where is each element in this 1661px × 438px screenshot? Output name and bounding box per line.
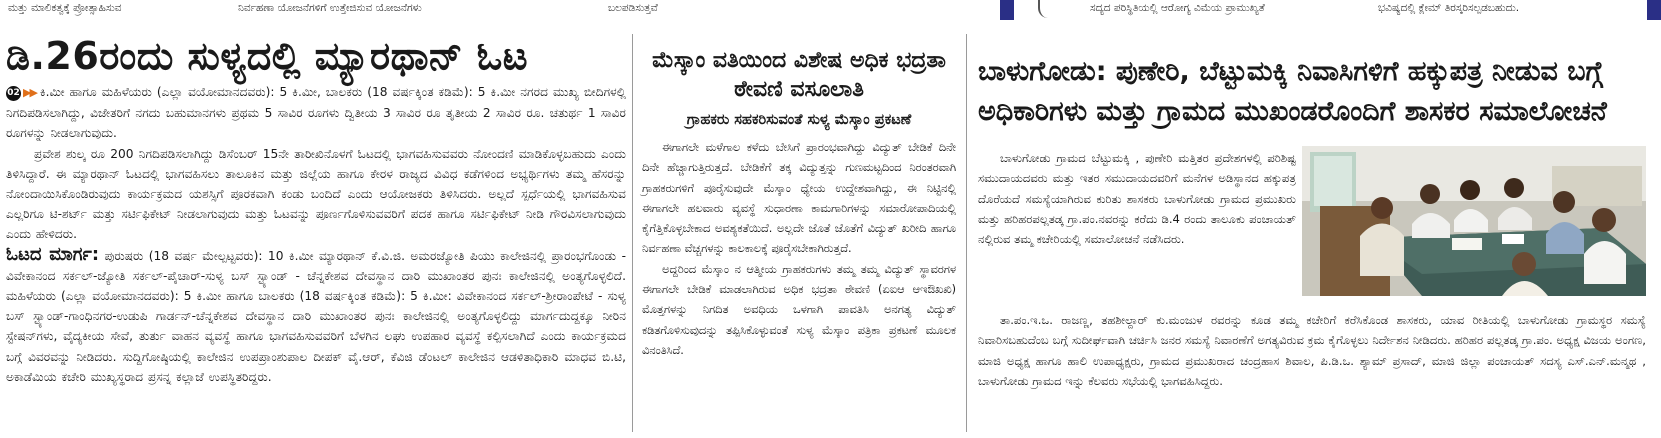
article-balugodu-column — [978, 148, 1296, 249]
article-marathon-para-1-text: ಕಿ.ಮೀ ಹಾಗೂ ಮಹಿಳೆಯರು (ಎಲ್ಲಾ ವಯೋಮಾನದವರು): 5 ಕಿ.ಮೀ, ಬಾಲಕರು (18 ವರ್ಷಕ್ಕಿಂತ ಕಡಿಮೆ): 5 ಕಿ.ಮೀ ನಗರದ ಮುಖ್ಯ ಬೀದಿಗಳಲ್ಲಿ ನಿಗದಿಪಡಿಸಲಾಗಿದ್ದು, ವಿಜೇತರಿಗೆ ನಗದು ಬಹುಮಾನಗಳು ಪ್ರಥಮ 5 ಸಾವಿರ ರೂಗಳು ದ್ವಿತೀಯ 3 ಸಾವಿರ ರೂ ತೃತೀಯ 2 ಸಾವಿರ ರೂ. ಚತುರ್ಥ 1 ಸಾವಿರ ರೂಗಳನ್ನು ನೀಡಲಾಗುವುದು. — [6, 85, 626, 141]
edition-number-badge: 02 — [6, 86, 21, 101]
strip-text-center: ಬಲಪಡಿಸುತ್ತವೆ — [608, 2, 658, 14]
article-mescom — [642, 46, 956, 361]
article-mescom-body — [642, 138, 956, 361]
article-balugodu-para-1: ಬಾಳುಗೋಡು ಗ್ರಾಮದ ಬೆಟ್ಟುಮಕ್ಕಿ , ಪುಣೇರಿ ಮತ್ತಿತರ ಪ್ರದೇಶಗಳಲ್ಲಿ ಪರಿಶಿಷ್ಟ ಸಮುದಾಯದವರು ಮತ್ತು ಇತರ ಸಮುದಾಯದವರಿಗೆ ಮನೆಗಳ ಅಡಿಸ್ಥಾನದ ಹಕ್ಕುಪತ್ರ ದೊರೆಯದೆ ಸಮಸ್ಯೆಯಾಗಿರುವ ಕುರಿತು ಶಾಸಕರು ಬಾಳುಗೋಡು ಗ್ರಾಮದ ಪ್ರಮುಖರು ಮತ್ತು ಹರಿಹರಪಲ್ಲತಡ್ಕ ಗ್ರಾ.ಪಂ.ನವರನ್ನು ಕರೆದು ಡಿ.4 ರಂದು ತಾಲೂಕು ಪಂಚಾಯತ್ ನಲ್ಲಿರುವ ತಮ್ಮ ಕಚೇರಿಯಲ್ಲಿ ಸಮಾಲೋಚನೆ ನಡೆಸಿದರು. — [978, 151, 1296, 247]
article-balugodu-para-2: ತಾ.ಪಂ.ಇ.ಒ. ರಾಜಣ್ಣ, ತಹಶೀಲ್ದಾರ್ ಕು.ಮಂಜುಳ ರವರನ್ನು ಕೂಡ ತಮ್ಮ ಕಚೇರಿಗೆ ಕರೆಸಿಕೊಂಡ ಶಾಸಕರು, ಯಾವ ರೀತಿಯಲ್ಲಿ ಬಾಳುಗೋಡು ಗ್ರಾಮಸ್ಥರ ಸಮಸ್ಯೆ ನಿವಾರಿಸಬಹುದೆಂಬ ಬಗ್ಗೆ ಸುದೀರ್ಘವಾಗಿ ಚರ್ಚಿಸಿ ಜನರ ಸಮಸ್ಯೆ ನಿವಾರಣೆಗೆ ಅಗತ್ಯವಿರುವ ಕ್ರಮ ಕೈಗೊಳ್ಳಲು ನಿರ್ದೇಶನ ನೀಡಿದರು. ಹರಿಹರ ಪಲ್ಲತಡ್ಕ ಗ್ರಾ.ಪಂ. ಅಧ್ಯಕ್ಷ ವಿಜಯ ಅಂಗಣ, ಮಾಜಿ ಅಧ್ಯಕ್ಷ ಹಾಗೂ ಹಾಲಿ ಉಪಾಧ್ಯಕ್ಷರು, ಗ್ರಾಮದ ಪ್ರಮುಖರಾದ ಚಂದ್ರಹಾಸ ಶಿವಾಲ, ಪಿ.ಡಿ.ಒ. ಶ್ಯಾಮ್ ಪ್ರಸಾದ್, ಮಾಜಿ ಜಿಲ್ಲಾ ಪಂಚಾಯತ್ ಸದಸ್ಯ ಎಸ್.ಎನ್.ಮನ್ಮಥ , ಬಾಳುಗೋಡು ಗ್ರಾಮದ ಇನ್ನು ಕೆಲವರು ಸಭೆಯಲ್ಲಿ ಭಾಗವಹಿಸಿದ್ದರು. — [978, 313, 1646, 388]
article-marathon-headline: ಡಿ.26ರಂದು ಸುಳ್ಯದಲ್ಲಿ ಮ್ಯಾರಥಾನ್ ಓಟ — [6, 34, 529, 78]
article-marathon-para-2: ಪ್ರವೇಶ ಶುಲ್ಕ ರೂ 200 ನಿಗದಿಪಡಿಸಲಾಗಿದ್ದು ಡಿಸೆಂಬರ್ 15ನೇ ತಾರೀಖಿನೊಳಗೆ ಓಟದಲ್ಲಿ ಭಾಗವಹಿಸುವವರು ನೋಂದಣಿ ಮಾಡಿಕೊಳ್ಳಬಹುದು ಎಂದು ತಿಳಿಸಿದ್ದಾರೆ. ಈ ಮ್ಯಾರಥಾನ್ ಓಟದಲ್ಲಿ ಭಾಗವಹಿಸಲು ತಾಲೂಕಿನ ಮತ್ತು ಜಿಲ್ಲೆಯ ಹಾಗೂ ಕೇರಳ ರಾಜ್ಯದ ವಿವಿಧ ಕಡೆಗಳಿಂದ ಅಭ್ಯರ್ಥಿಗಳು ತಮ್ಮ ಹೆಸರನ್ನು ನೋಂದಾಯಿಸಿಕೊಂಡಿರುವುದು ಕಾರ್ಯಕ್ರಮದ ಯಶಸ್ಸಿಗೆ ಪೂರಕವಾಗಿ ಕಂಡು ಬಂದಿದೆ ಎಂದು ಆಯೋಜಕರು ತಿಳಿಸಿದರು. ಅಲ್ಲದೆ ಸ್ಪರ್ಧೆಯಲ್ಲಿ ಭಾಗವಹಿಸುವ ಎಲ್ಲರಿಗೂ ಟಿ-ಶರ್ಟ್ ಮತ್ತು ಸರ್ಟಿಫಿಕೇಟ್ ನೀಡಲಾಗುವುದು ಮತ್ತು ಓಟವನ್ನು ಪೂರ್ಣಗೊಳಿಸುವವರಿಗೆ ಪದಕ ಹಾಗೂ ಸರ್ಟಿಫಿಕೇಟ್ ನೀಡಿ ಗೌರವಿಸಲಾಗುವುದು ಎಂದು ಹೇಳಿದರು. — [6, 146, 626, 242]
article-marathon-para-3-text: ಪುರುಷರು (18 ವರ್ಷ ಮೇಲ್ಪಟ್ಟವರು): 10 ಕಿ.ಮೀ ಮ್ಯಾರಥಾನ್ ಕೆ.ವಿ.ಜಿ. ಅಮರಜ್ಯೋತಿ ಪಿಯು ಕಾಲೇಜಿನಲ್ಲಿ ಪ್ರಾರಂಭಗೊಂಡು - ವಿವೇಕಾನಂದ ಸರ್ಕಲ್-ಜ್ಯೋತಿ ಸರ್ಕಲ್-ಪೈಚಾರ್-ಸುಳ್ಯ ಬಸ್ ಸ್ಟ್ಯಾಂಡ್ - ಚೆನ್ನಕೇಶವ ದೇವಸ್ಥಾನ ದಾರಿ ಮುಖಾಂತರ ಪುನಃ ಕಾಲೇಜಿನಲ್ಲಿ ಅಂತ್ಯಗೊಳ್ಳಲಿದೆ. ಮಹಿಳೆಯರು (ಎಲ್ಲಾ ವಯೋಮಾನದವರು): 5 ಕಿ.ಮೀ ಹಾಗೂ ಬಾಲಕರು (18 ವರ್ಷಕ್ಕಿಂತ ಕಡಿಮೆ): 5 ಕಿ.ಮೀ: ವಿವೇಕಾನಂದ ಸರ್ಕಲ್-ಶ್ರೀರಾಂಪೇಟೆ - ಸುಳ್ಯ ಬಸ್ ಸ್ಟ್ಯಾಂಡ್-ಗಾಂಧಿನಗರ-ಉಡುಪಿ ಗಾರ್ಡನ್-ಚೆನ್ನಕೇಶವ ದೇವಸ್ಥಾನ ದಾರಿ ಮುಖಾಂತರ ಪುನಃ ಕಾಲೇಜಿನಲ್ಲಿ ಅಂತ್ಯಗೊಳ್ಳಲಿದ್ದು ಮಾರ್ಗದುದ್ದಕ್ಕೂ ನೀರಿನ ಸ್ಟೇಷನ್‌ಗಳು, ವೈದ್ಯಕೀಯ ಸೇವೆ, ತುರ್ತು ವಾಹನ ವ್ಯವಸ್ಥೆ ಹಾಗೂ ಭಾಗವಹಿಸುವವರಿಗೆ ಬೆಳಗಿನ ಲಘು ಉಪಹಾರ ವ್ಯವಸ್ಥೆ ಕಲ್ಪಿಸಲಾಗಿದೆ ಎಂದು ಕಾರ್ಯಕ್ರಮದ ಬಗ್ಗೆ ವಿವರವನ್ನು ನೀಡಿದರು. ಸುದ್ದಿಗೋಷ್ಠಿಯಲ್ಲಿ ಕಾಲೇಜಿನ ಉಪಪ್ರಾಂಶುಪಾಲ ದೀಪಕ್ ವೈ.ಆರ್, ಕೆವಿಜಿ ಡೆಂಟಲ್ ಕಾಲೇಜಿನ ಆಡಳಿತಾಧಿಕಾರಿ ಮಾಧವ ಬಿ.ಟಿ, ಅಕಾಡೆಮಿಯ ಕಚೇರಿ ಮುಖ್ಯಸ್ಥರಾದ ಪ್ರಸನ್ನ ಕಲ್ಲಾಜೆ ಉಪಸ್ಥಿತರಿದ್ದರು. — [6, 248, 626, 384]
article-balugodu-headline-line-2: ಅಧಿಕಾರಿಗಳು ಮತ್ತು ಗ್ರಾಮದ ಮುಖಂಡರೊಂದಿಗೆ ಶಾಸಕರ ಸಮಾಲೋಚನೆ — [978, 96, 1607, 127]
strip-accent-bar-right — [1647, 0, 1661, 20]
article-mescom-headline: ಮೆಸ್ಕಾಂ ವತಿಯಿಂದ ವಿಶೇಷ ಅಧಿಕ ಭದ್ರತಾ ಠೇವಣಿ ವಸೂಲಾತಿ — [652, 48, 946, 102]
strip-accent-bar-left — [1000, 0, 1014, 20]
article-mescom-para-2: ಅದ್ದರಿಂದ ಮೆಸ್ಕಾಂ ನ ಆತ್ಮೀಯ ಗ್ರಾಹಕರುಗಳು ತಮ್ಮ ತಮ್ಮ ವಿದ್ಯುತ್ ಸ್ಥಾವರಗಳ ಈಗಾಗಲೇ ಬೇಡಿಕೆ ಮಾಡಲಾಗಿರುವ ಅಧಿಕ ಭದ್ರತಾ ಠೇವಣಿ (ಏಐಆ ಆಇಔಖಖಿ) ಮೊತ್ತಗಳನ್ನು ನಿಗದಿತ ಅವಧಿಯ ಒಳಗಾಗಿ ಪಾವತಿಸಿ ಅನಗತ್ಯ ವಿದ್ಯುತ್ ಕಡಿತಗೊಳಿಸುವುದನ್ನು ತಪ್ಪಿಸಿಕೊಳ್ಳುವಂತೆ ಸುಳ್ಯ ಮೆಸ್ಕಾಂ ಪತ್ರಿಕಾ ಪ್ರಕಟಣೆ ಮೂಲಕ ವಿನಂತಿಸಿದೆ. — [642, 262, 956, 357]
article-marathon-body — [6, 82, 626, 387]
edition-marker — [6, 82, 40, 103]
strip-text-right-1: ಸದ್ಯದ ಪರಿಸ್ಥಿತಿಯಲ್ಲಿ ಆರೋಗ್ಯ ವಿಮೆಯ ಪ್ರಾಮುಖ್ಯತೆ — [1090, 2, 1265, 14]
strip-text-mid: ನಿರ್ವಹಣಾ ಯೋಜನೆಗಳಿಗೆ ಉತ್ತೇಜಿಸುವ ಯೋಜನೆಗಳು — [238, 2, 422, 14]
strip-text-right-2: ಭವಿಷ್ಯದಲ್ಲಿ ಕ್ಲೇಮ್ ತಿರಸ್ಕರಿಸಲ್ಪಡಬಹುದು. — [1378, 2, 1520, 14]
meeting-photo — [1302, 146, 1646, 296]
strip-curve-decoration — [1038, 0, 1054, 18]
top-strip — [0, 0, 1661, 22]
article-mescom-deck: ಗ್ರಾಹಕರು ಸಹಕರಿಸುವಂತೆ ಸುಳ್ಯ ಮೆಸ್ಕಾಂ ಪ್ರಕಟಣೆ — [686, 112, 912, 128]
article-balugodu — [978, 52, 1658, 388]
article-mescom-para-1: ಈಗಾಗಲೇ ಮಳೆಗಾಲ ಕಳೆದು ಬೇಸಿಗೆ ಪ್ರಾರಂಭವಾಗಿದ್ದು ವಿದ್ಯುತ್ ಬೇಡಿಕೆ ದಿನೇ ದಿನೇ ಹೆಚ್ಚಾಗುತ್ತಿರುತ್ತದೆ. ಬೇಡಿಕೆಗೆ ತಕ್ಕ ವಿದ್ಯುತ್ತನ್ನು ಗುಣಮಟ್ಟದಿಂದ ನಿರಂತರವಾಗಿ ಗ್ರಾಹಕರುಗಳಿಗೆ ಪೂರೈಸುವುದೇ ಮೆಸ್ಕಾಂ ಧ್ಯೇಯ ಉದ್ದೇಶವಾಗಿದ್ದು, ಈ ನಿಟ್ಟಿನಲ್ಲಿ ಈಗಾಗಲೇ ಹಲವಾರು ವ್ಯವಸ್ಥೆ ಸುಧಾರಣಾ ಕಾಮಗಾರಿಗಳನ್ನು ಸಮಾರೋಪಾದಿಯಲ್ಲಿ ಕೈಗೆತ್ತಿಕೊಳ್ಳಬೇಕಾದ ಅವಶ್ಯಕತೆಯಿದೆ. ಅಲ್ಲದೇ ಜೊತೆ ಜೊತೆಗೆ ವಿದ್ಯುತ್ ಖರೀದಿ ಹಾಗೂ ನಿರ್ವಹಣಾ ವೆಚ್ಚಗಳನ್ನು ಕಾಲಕಾಲಕ್ಕೆ ಪೂರೈಸಬೇಕಾಗಿರುತ್ತದೆ. — [642, 141, 956, 256]
article-marathon — [6, 34, 626, 387]
article-marathon-para-3 — [6, 245, 626, 387]
article-marathon-para-1 — [6, 82, 626, 144]
route-subheading: ಓಟದ ಮಾರ್ಗ: — [6, 243, 100, 265]
article-balugodu-headline-line-1: ಬಾಳುಗೋಡು: ಪುಣೇರಿ, ಬೆಟ್ಟುಮಕ್ಕಿ ನಿವಾಸಿಗಳಿಗೆ ಹಕ್ಕುಪತ್ರ ನೀಡುವ ಬಗ್ಗೆ — [978, 56, 1603, 87]
strip-text-left: ಮತ್ತು ಮಾಲಿಕತ್ವಕ್ಕೆ ಪ್ರೋತ್ಸಾಹಿಸುವ — [8, 2, 122, 14]
double-arrow-icon: ▶▶ — [23, 86, 36, 99]
column-divider-2 — [966, 34, 967, 432]
column-divider-1 — [632, 34, 633, 432]
article-balugodu-full-width — [978, 310, 1646, 391]
